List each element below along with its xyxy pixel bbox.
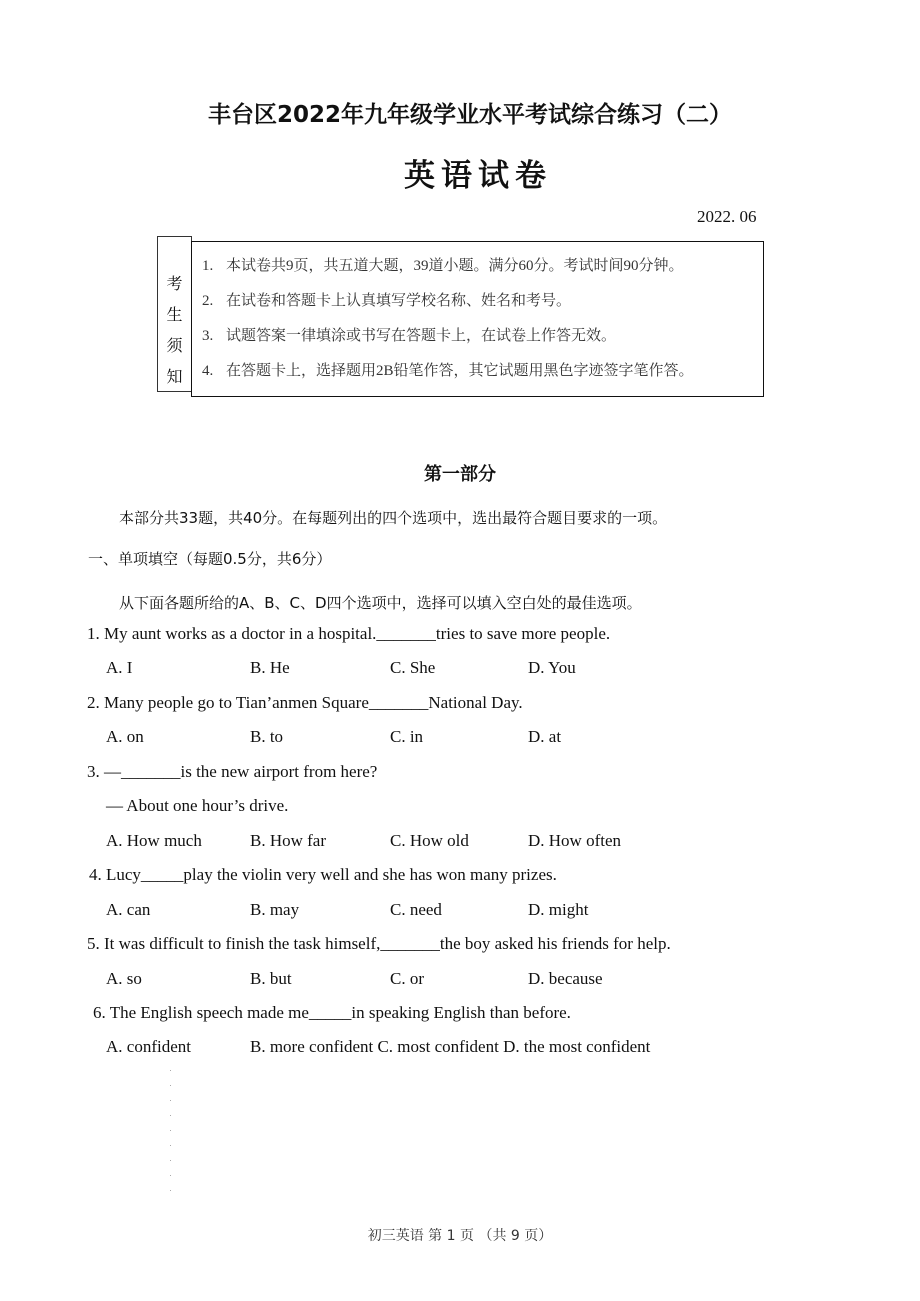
notice-text: 在答题卡上，选择题用2B铅笔作答，其它试题用黑色字迹签字笔作答。 xyxy=(226,363,694,379)
part-title: 第一部分 xyxy=(424,464,496,485)
question-option: C. She xyxy=(390,658,436,677)
question-option: A. on xyxy=(106,727,144,746)
question-option: B. to xyxy=(250,727,284,746)
notice-label-char: 生 xyxy=(166,307,183,324)
question-option: D. because xyxy=(528,969,603,988)
exam-title: 丰台区2022年九年级学业水平考试综合练习（二） xyxy=(207,102,732,128)
question-option: D. How often xyxy=(528,831,622,850)
section-instruction: 从下面各题所给的A、B、C、D四个选项中，选择可以填入空白处的最佳选项。 xyxy=(119,594,642,612)
question-option: A. How much xyxy=(106,831,202,850)
question-option: C. in xyxy=(390,727,424,746)
question-option: D. might xyxy=(528,900,589,919)
question-option: A. confident xyxy=(106,1037,191,1056)
question-option: C. or xyxy=(390,969,424,988)
exam-subtitle: 英语试卷 xyxy=(404,158,552,194)
question-option: C. need xyxy=(390,900,442,919)
part-intro: 本部分共33题，共40分。在每题列出的四个选项中，选出最符合题目要求的一项。 xyxy=(119,509,668,527)
notice-label-char: 知 xyxy=(166,369,183,386)
question-option: B. may xyxy=(250,900,300,919)
notice-label-char: 考 xyxy=(166,276,183,293)
question-option: A. I xyxy=(106,658,133,677)
question-stem: 5. It was difficult to finish the task himself,_______the boy asked his friends for help. xyxy=(87,934,671,953)
exam-date: 2022. 06 xyxy=(697,207,757,226)
notice-num: 2. xyxy=(202,293,214,309)
notice-item xyxy=(202,324,616,345)
notice-text: 试题答案一律填涂或书写在答题卡上，在试卷上作答无效。 xyxy=(226,328,617,344)
notice-num: 1. xyxy=(202,258,214,274)
question-answer-line: — About one hour’s drive. xyxy=(106,796,289,815)
question-stem: 3. —_______is the new airport from here? xyxy=(87,762,378,781)
notice-box xyxy=(191,241,764,397)
question-option: D. You xyxy=(528,658,576,677)
notice-item xyxy=(202,359,694,380)
notice-label xyxy=(157,236,192,392)
section-title: 一、单项填空（每题0.5分，共6分） xyxy=(88,550,332,568)
notice-text: 本试卷共9页，共五道大题，39道小题。满分60分。考试时间90分钟。 xyxy=(226,258,684,274)
question-option: B. but xyxy=(250,969,292,988)
notice-text: 在试卷和答题卡上认真填写学校名称、姓名和考号。 xyxy=(226,293,572,309)
notice-num: 3. xyxy=(202,328,214,344)
notice-num: 4. xyxy=(202,363,214,379)
question-option: B. How far xyxy=(250,831,327,850)
question-option: A. can xyxy=(106,900,151,919)
page-footer: 初三英语 第 1 页 （共 9 页） xyxy=(367,1228,553,1244)
question-stem: 6. The English speech made me_____in speaking English than before. xyxy=(93,1003,571,1022)
question-option: C. How old xyxy=(390,831,469,850)
dotted-line xyxy=(170,1070,171,1200)
notice-item xyxy=(202,289,571,310)
notice-label-char: 须 xyxy=(166,338,183,355)
question-stem: 4. Lucy_____play the violin very well and she has won many prizes. xyxy=(89,865,557,884)
question-option: B. He xyxy=(250,658,290,677)
question-option: B. more confident C. most confident D. the most confident xyxy=(250,1037,651,1056)
question-option: A. so xyxy=(106,969,142,988)
question-stem: 1. My aunt works as a doctor in a hospital._______tries to save more people. xyxy=(87,624,611,643)
question-stem: 2. Many people go to Tian’anmen Square_______National Day. xyxy=(87,693,523,712)
question-option: D. at xyxy=(528,727,562,746)
notice-item xyxy=(202,254,684,275)
